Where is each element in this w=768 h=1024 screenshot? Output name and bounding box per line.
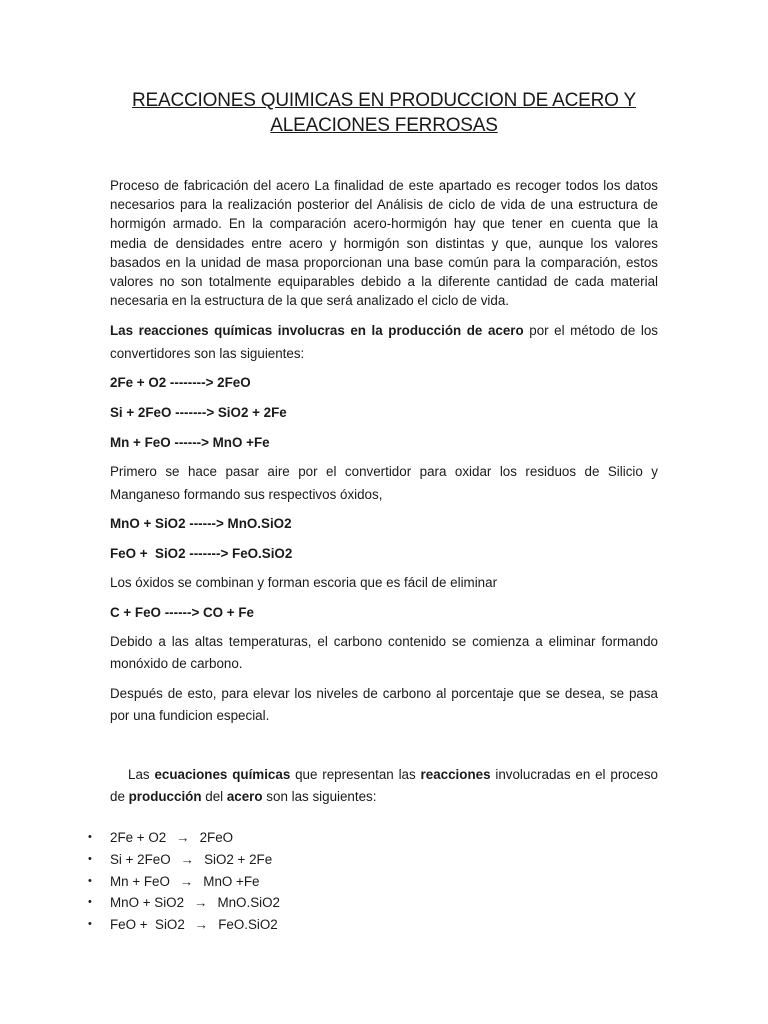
paragraph-carbon: Debido a las altas temperaturas, el carbono contenido se comienza a eliminar formando monóxido de carbono. [110, 633, 658, 672]
arrow-right-icon: → [176, 829, 190, 845]
equation-4: MnO + SiO2 ------> MnO.SiO2 [110, 516, 292, 532]
bullet-reactants: MnO + SiO2 [110, 895, 185, 911]
document-title: REACCIONES QUIMICAS EN PRODUCCION DE ACERO Y ALEACIONES FERROSAS [132, 90, 636, 136]
lead-paragraph [110, 320, 658, 365]
closing-bold-3: producción [128, 789, 202, 805]
bullet-icon: • [88, 852, 92, 865]
bullet-products: MnO.SiO2 [217, 895, 280, 911]
closing-text-4: del [201, 789, 227, 805]
arrow-right-icon: → [180, 851, 195, 867]
equation-5: FeO + SiO2 -------> FeO.SiO2 [110, 546, 293, 562]
arrow-right-icon: → [179, 873, 194, 889]
closing-bold-2: reacciones [420, 766, 491, 782]
list-item [88, 827, 658, 849]
bullet-products: SiO2 + 2Fe [204, 851, 273, 867]
intro-paragraph: Proceso de fabricación del acero La finalidad de este apartado es recoger todos los datos necesarios para la realización posterior del Análisis de ciclo de vida de una estructura de hormigón armado. En la comparación acero-hormigón hay que tener en cuenta que la media de densidades entre acero y hormigón son distintas y que, aunque los valores basados en la unidad de masa proporcionan una base común para la comparación, estos valores no son totalmente equiparables debido a la diferente cantidad de cada material necesaria en la estructura de la que será analizado el ciclo de vida. [110, 178, 658, 309]
bullet-products: MnO +Fe [203, 873, 260, 889]
bullet-icon: • [88, 830, 92, 843]
paragraph-foundry: Después de esto, para elevar los niveles de carbono al porcentaje que se desea, se pasa por una fundicion especial. [110, 685, 658, 724]
list-item [88, 849, 658, 871]
bullet-icon: • [88, 918, 92, 931]
list-item [88, 892, 658, 914]
equation-3: Mn + FeO ------> MnO +Fe [110, 435, 270, 451]
closing-bold-1: ecuaciones químicas [154, 766, 291, 782]
paragraph-oxidation: Primero se hace pasar aire por el convertidor para oxidar los residuos de Silicio y Manganeso formando sus respectivos óxidos, [110, 464, 658, 502]
closing-paragraph [110, 764, 658, 809]
equation-2: Si + 2FeO -------> SiO2 + 2Fe [110, 405, 287, 421]
closing-text-1: Las [128, 766, 155, 782]
lead-bold-text: Las reacciones químicas involucras en la producción de acero [110, 323, 524, 339]
closing-text-5: son las siguientes: [262, 789, 377, 805]
bullet-reactants: Si + 2FeO [110, 851, 171, 867]
bullet-products: FeO.SiO2 [218, 917, 278, 933]
bullet-reactants: Mn + FeO [110, 873, 170, 889]
arrow-right-icon: → [194, 895, 208, 911]
bullet-icon: • [88, 896, 92, 909]
closing-text-2: que representan las [290, 766, 421, 782]
equation-1: 2Fe + O2 --------> 2FeO [110, 375, 251, 391]
bullet-icon: • [88, 874, 92, 887]
closing-text-3: involucradas en el proceso de [110, 766, 659, 805]
lead-rest-text: por el método de los convertidores son las siguientes: [110, 323, 658, 361]
bullet-reactants: FeO + SiO2 [110, 917, 185, 933]
bullet-reactants: 2Fe + O2 [110, 829, 167, 845]
equation-6: C + FeO ------> CO + Fe [110, 604, 254, 620]
equation-bullet-list [88, 827, 658, 936]
closing-bold-4: acero [226, 789, 263, 805]
bullet-products: 2FeO [199, 829, 234, 845]
paragraph-slag: Los óxidos se combinan y forman escoria que es fácil de eliminar [110, 575, 498, 591]
list-item [88, 914, 658, 936]
list-item [88, 871, 658, 893]
arrow-right-icon: → [194, 917, 209, 933]
